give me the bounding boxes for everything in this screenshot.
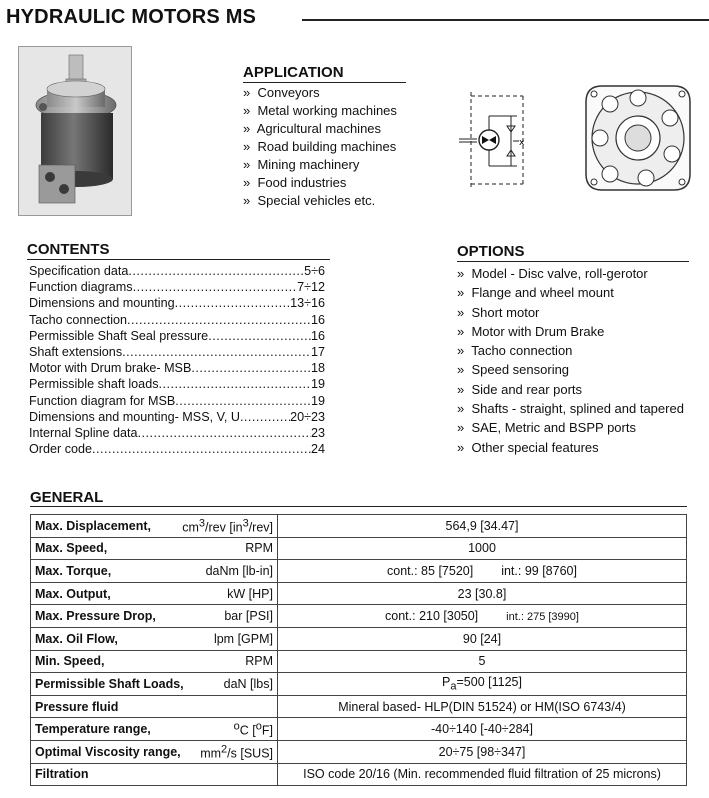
table-row: Max. Pressure Drop, bar [PSI] cont.: 210 [3050] int.: 275 [3990] — [31, 605, 687, 628]
contents-row: Order code ..... 24 — [29, 441, 325, 457]
list-item: » Road building machines — [243, 139, 397, 154]
list-item: » Shafts - straight, splined and tapered — [457, 401, 684, 417]
contents-list — [29, 263, 325, 457]
contents-row: Motor with Drum brake- MSB ..... 18 — [29, 360, 325, 376]
contents-row: Permissible Shaft Seal pressure ..... 16 — [29, 328, 325, 344]
options-list — [457, 264, 684, 457]
list-item: » Model - Disc valve, roll-gerotor — [457, 266, 648, 281]
list-item: » Special vehicles etc. — [243, 193, 376, 208]
general-heading: GENERAL — [30, 489, 104, 506]
list-item: » Agricultural machines — [243, 121, 382, 136]
contents-row: Permissible shaft loads ..... 19 — [29, 376, 325, 392]
list-item: » Side and rear ports — [457, 381, 583, 397]
table-row: Filtration ISO code 20/16 (Min. recommended fluid filtration of 25 microns) — [31, 763, 687, 786]
table-row: Optimal Viscosity range, $mm^2/s$ [SUS] 20÷75 [98÷347] — [31, 740, 687, 763]
contents-heading: CONTENTS — [27, 241, 110, 258]
contents-row: Shaft extensions ..... 17 — [29, 344, 325, 360]
list-item: » Other special features — [457, 439, 599, 455]
contents-row: Function diagrams ..... 7÷12 — [29, 279, 325, 295]
contents-row: Dimensions and mounting ..... 13÷16 — [29, 295, 325, 311]
table-row: Max. Speed, RPM 1000 — [31, 537, 687, 560]
contents-row: Function diagram for MSB ..... 19 — [29, 393, 325, 409]
list-item: » Speed sensoring — [457, 362, 570, 378]
list-item: » Conveyors — [243, 85, 320, 100]
contents-row: Dimensions and mounting- MSS, V, U ..... 20÷23 — [29, 409, 325, 425]
options-rule — [457, 261, 689, 262]
list-item: » Short motor — [457, 304, 540, 320]
table-row: Max. Torque, daNm [lb-in] cont.: 85 [7520] int.: 99 [8760] — [31, 560, 687, 583]
application-rule — [243, 82, 406, 83]
general-spec-table — [30, 514, 687, 786]
page-title: HYDRAULIC MOTORS MS — [6, 6, 257, 28]
contents-rule — [27, 259, 330, 260]
contents-row: Specification data ..... 5÷6 — [29, 263, 325, 279]
list-item: » Metal working machines — [243, 103, 397, 118]
contents-row: Tacho connection ..... 16 — [29, 312, 325, 328]
application-list — [243, 84, 397, 210]
list-item: » Mining machinery — [243, 157, 360, 172]
list-item: » Food industries — [243, 175, 347, 190]
table-row: Max. Oil Flow, lpm [GPM] 90 [24] — [31, 627, 687, 650]
hydraulic-symbol — [455, 92, 535, 188]
options-heading: OPTIONS — [457, 243, 525, 260]
gerotor-drawing — [582, 82, 694, 194]
table-row: Permissible Shaft Loads, daN [lbs] $P_a=500$ [1125] — [31, 673, 687, 696]
general-rule — [30, 506, 687, 507]
contents-row: Internal Spline data ..... 23 — [29, 425, 325, 441]
motor-photo — [18, 46, 132, 216]
list-item: » Flange and wheel mount — [457, 285, 614, 301]
table-row: Max. Output, kW [HP] 23 [30.8] — [31, 582, 687, 605]
list-item: » SAE, Metric and BSPP ports — [457, 420, 636, 436]
table-row: Max. Displacement, $cm^3$/rev $[in^3/rev]$ 564,9 [34.47] — [31, 515, 687, 538]
svg-text:x: x — [519, 138, 525, 148]
list-item: » Motor with Drum Brake — [457, 323, 605, 339]
list-item: » Tacho connection — [457, 343, 573, 359]
hydraulic-motor-image — [19, 47, 131, 215]
table-row: Temperature range, $^o$C [$^o$F] -40÷140 [-40÷284] — [31, 718, 687, 741]
title-rule — [302, 19, 709, 21]
table-row: Min. Speed, RPM 5 — [31, 650, 687, 673]
table-row: Pressure fluid Mineral based- HLP(DIN 51524) or HM(ISO 6743/4) — [31, 695, 687, 718]
application-heading: APPLICATION — [243, 64, 344, 81]
